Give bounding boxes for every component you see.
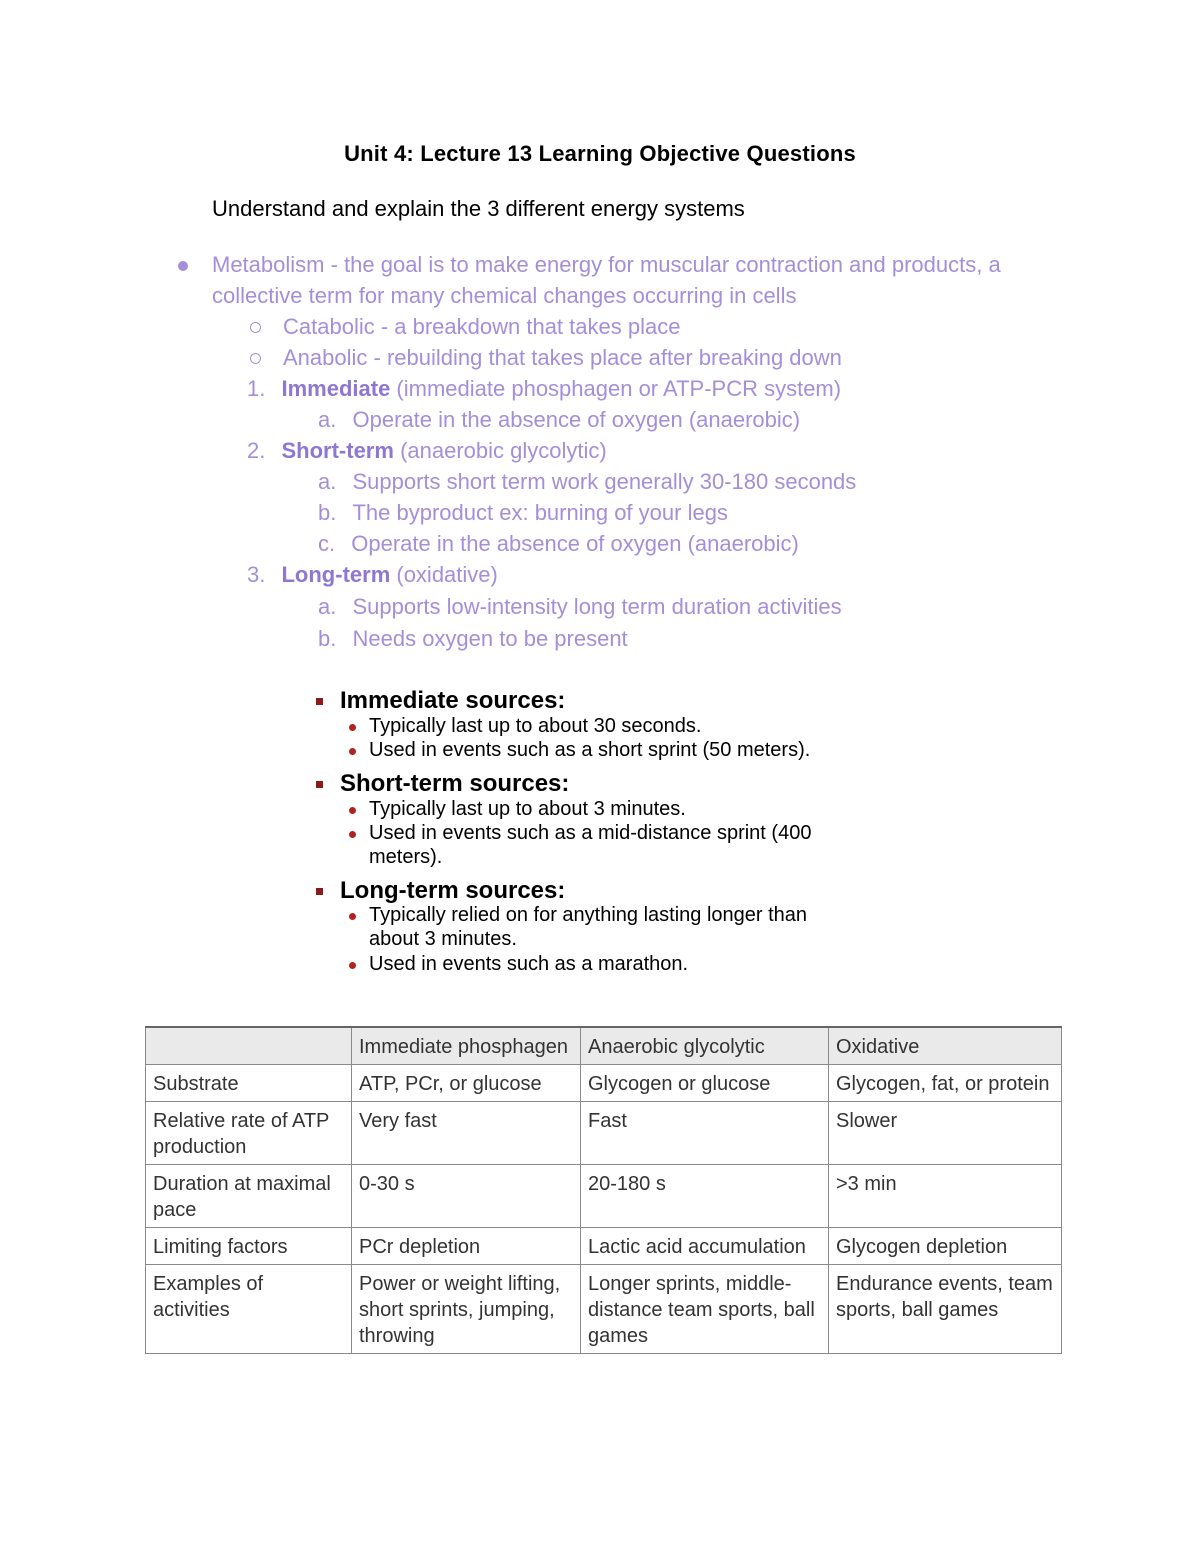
table-row xyxy=(146,1165,1062,1228)
list-number: 3. xyxy=(247,562,266,587)
table-cell: Power or weight lifting, short sprints, jumping, throwing xyxy=(352,1265,581,1354)
table-cell: Glycogen, fat, or protein xyxy=(829,1065,1062,1102)
table-row xyxy=(146,1065,1062,1102)
table-cell: Lactic acid accumulation xyxy=(581,1228,829,1265)
table-cell: Glycogen or glucose xyxy=(581,1065,829,1102)
table-header-row xyxy=(146,1027,1062,1065)
table-cell: Slower xyxy=(829,1102,1062,1165)
metabolism-line-1: Metabolism - the goal is to make energy for muscular contraction and products, a xyxy=(212,252,1001,277)
objective-text: Understand and explain the 3 different energy systems xyxy=(212,196,745,221)
system-point xyxy=(318,469,856,495)
system-long-term xyxy=(247,562,498,588)
circle-bullet-icon xyxy=(250,322,261,333)
catabolic-item: Catabolic - a breakdown that takes place xyxy=(283,314,681,339)
red-bullet-icon xyxy=(349,748,356,755)
slide-text: Typically relied on for anything lasting longer than xyxy=(369,904,808,926)
table-cell: Endurance events, team sports, ball games xyxy=(829,1265,1062,1354)
point-letter: a. xyxy=(318,469,337,494)
bullet-icon xyxy=(178,261,188,271)
list-number: 2. xyxy=(247,438,266,463)
table-cell: Examples of activities xyxy=(146,1265,352,1354)
system-desc: (anaerobic glycolytic) xyxy=(400,438,607,463)
system-desc: (oxidative) xyxy=(396,562,498,587)
slide-heading-short: Short-term sources: xyxy=(340,770,570,797)
square-bullet-icon xyxy=(316,781,323,788)
table-header-cell: Immediate phosphagen xyxy=(352,1027,581,1065)
point-text: The byproduct ex: burning of your legs xyxy=(352,500,728,525)
system-point xyxy=(318,626,628,652)
slide-text: meters). xyxy=(369,846,443,868)
system-immediate xyxy=(247,376,841,402)
table-cell: Very fast xyxy=(352,1102,581,1165)
system-name: Long-term xyxy=(281,562,391,587)
point-text: Supports short term work generally 30-180 seconds xyxy=(352,469,857,494)
table-cell: Longer sprints, middle-distance team sports, ball games xyxy=(581,1265,829,1354)
table-cell: Limiting factors xyxy=(146,1228,352,1265)
table-row xyxy=(146,1102,1062,1165)
system-desc: (immediate phosphagen or ATP-PCR system) xyxy=(390,376,842,401)
point-text: Operate in the absence of oxygen (anaerobic) xyxy=(352,407,801,432)
table-cell: PCr depletion xyxy=(352,1228,581,1265)
table-header-cell: Oxidative xyxy=(829,1027,1062,1065)
slide-heading-immediate: Immediate sources: xyxy=(340,687,566,714)
slide-text: Used in events such as a mid-distance sprint (400 xyxy=(369,822,812,844)
table-cell: 0-30 s xyxy=(352,1165,581,1228)
red-bullet-icon xyxy=(349,807,356,814)
system-point xyxy=(318,407,800,433)
slide-text: Used in events such as a short sprint (50 meters). xyxy=(369,739,811,761)
table-header-cell xyxy=(146,1027,352,1065)
table-cell: Substrate xyxy=(146,1065,352,1102)
point-letter: c. xyxy=(318,531,336,556)
red-bullet-icon xyxy=(349,724,356,731)
system-point xyxy=(318,594,842,620)
metabolism-line-2: collective term for many chemical changes occurring in cells xyxy=(212,283,797,308)
square-bullet-icon xyxy=(316,698,323,705)
system-name: Short-term xyxy=(281,438,394,463)
point-text: Operate in the absence of oxygen (anaerobic) xyxy=(351,531,799,556)
point-letter: b. xyxy=(318,500,337,525)
point-letter: a. xyxy=(318,594,337,619)
table-row xyxy=(146,1265,1062,1354)
table-header-cell: Anaerobic glycolytic xyxy=(581,1027,829,1065)
table-cell: Relative rate of ATP production xyxy=(146,1102,352,1165)
system-short-term xyxy=(247,438,607,464)
slide-text: Typically last up to about 30 seconds. xyxy=(369,715,702,737)
system-point xyxy=(318,500,728,526)
table-cell: Fast xyxy=(581,1102,829,1165)
slide-text: about 3 minutes. xyxy=(369,928,517,950)
red-bullet-icon xyxy=(349,913,356,920)
table-cell: Glycogen depletion xyxy=(829,1228,1062,1265)
table-cell: Duration at maximal pace xyxy=(146,1165,352,1228)
point-text: Supports low-intensity long term duration activities xyxy=(352,594,842,619)
table-cell: 20-180 s xyxy=(581,1165,829,1228)
circle-bullet-icon xyxy=(250,353,261,364)
slide-text: Used in events such as a marathon. xyxy=(369,953,689,975)
table-cell: ATP, PCr, or glucose xyxy=(352,1065,581,1102)
anabolic-item: Anabolic - rebuilding that takes place after breaking down xyxy=(283,345,842,370)
energy-systems-table xyxy=(145,1026,1062,1354)
red-bullet-icon xyxy=(349,962,356,969)
slide-heading-long: Long-term sources: xyxy=(340,877,566,904)
table-row xyxy=(146,1228,1062,1265)
point-letter: b. xyxy=(318,626,337,651)
square-bullet-icon xyxy=(316,888,323,895)
list-number: 1. xyxy=(247,376,266,401)
red-bullet-icon xyxy=(349,831,356,838)
page-title: Unit 4: Lecture 13 Learning Objective Questions xyxy=(344,141,856,166)
table-cell: >3 min xyxy=(829,1165,1062,1228)
system-point xyxy=(318,531,799,557)
slide-text: Typically last up to about 3 minutes. xyxy=(369,798,686,820)
point-letter: a. xyxy=(318,407,337,432)
point-text: Needs oxygen to be present xyxy=(352,626,628,651)
system-name: Immediate xyxy=(281,376,391,401)
